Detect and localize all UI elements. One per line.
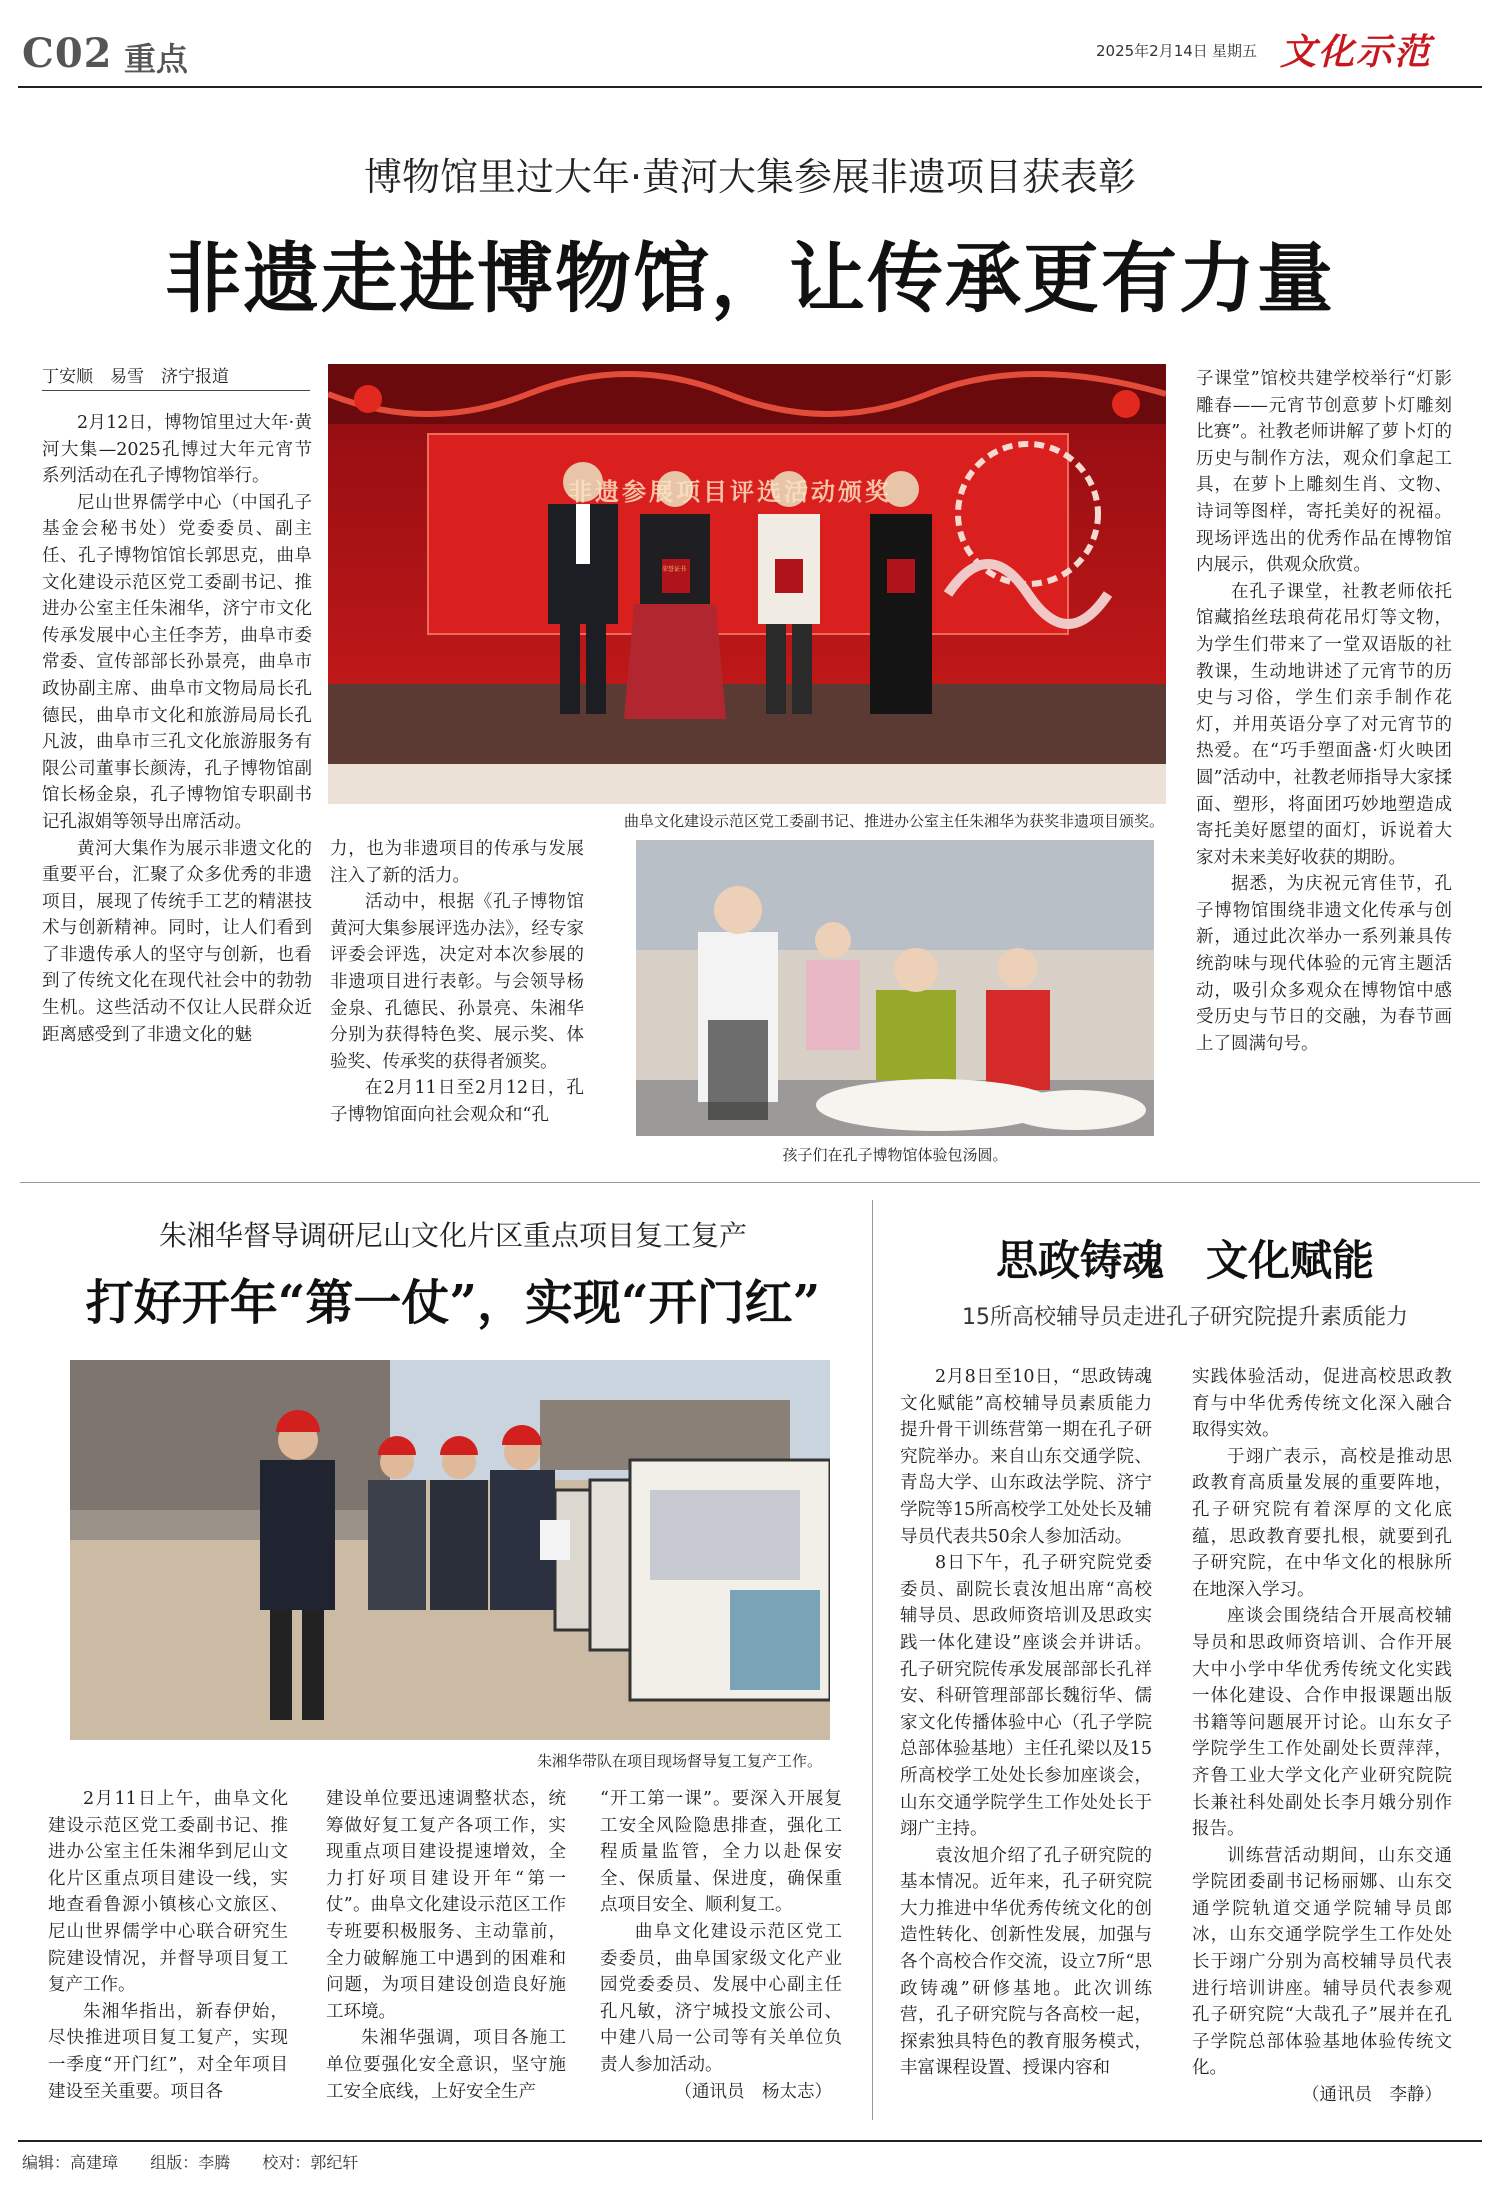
paragraph: 袁汝旭介绍了孔子研究院的基本情况。近年来，孔子研究院大力推进中华优秀传统文化的创造性转化、创新性发展，加强与各个高校合作交流，设立7所“思政铸魂”研修基地。此次训练营，孔子研究院与各高校一起，探索独具特色的教育服务模式，丰富课程设置、授课内容和 [900, 1845, 1152, 2079]
article3-byline: （通讯员 李静） [1302, 2085, 1442, 2106]
paragraph: 黄河大集作为展示非遗文化的重要平台，汇聚了众多优秀的非遗项目，展现了传统手工艺的精湛技术与创新精神。同时，让人们看到了非遗传承人的坚守与创新，也看到了传统文化在现代社会中的勃勃生机。这些活动不仅让人民群众近距离感受到了非遗文化的魅 [42, 838, 312, 1045]
paragraph: 朱湘华指出，新春伊始，尽快推进项目复工复产，实现一季度“开门红”，对全年项目建设至关重要。项目各 [48, 2001, 288, 2102]
award-ceremony-illustration [328, 364, 1166, 804]
article2-col1 [48, 1786, 288, 2105]
article2-col2 [326, 1786, 566, 2105]
page-header [0, 0, 1500, 90]
article3-col2 [1192, 1364, 1452, 2109]
page-footer [22, 2150, 358, 2173]
paragraph: 于翊广表示，高校是推动思政教育高质量发展的重要阵地，孔子研究院有着深厚的文化底蕴，思政教育要扎根，就要到孔子研究院，在中华文化的根脉所在地深入学习。 [1192, 1446, 1452, 1600]
article1-col3 [1196, 366, 1452, 1057]
certificate-label: 荣誉证书 [662, 566, 687, 573]
site-inspection-photo [70, 1360, 830, 1740]
paragraph: 训练营活动期间，山东交通学院团委副书记杨丽娜、山东交通学院轨道交通学院辅导员郎冰，山东交通学院学生工作处处长于翊广分别为高校辅导员代表进行培训讲座。辅导员代表参观孔子研究院“大哉孔子”展并在孔子学院总部体验基地体验传统文化。 [1192, 1845, 1452, 2079]
award-ceremony-caption: 曲阜文化建设示范区党工委副书记、推进办公室主任朱湘华为获奖非遗项目颁奖。 [623, 812, 1164, 830]
section-name: 重点 [124, 40, 189, 78]
paragraph: 力，也为非遗项目的传承与发展注入了新的活力。 [330, 839, 584, 886]
footer-proof: 校对：郭纪轩 [262, 2153, 359, 2172]
paragraph: 实践体验活动，促进高校思政教育与中华优秀传统文化深入融合取得实效。 [1192, 1367, 1452, 1441]
paragraph: 8日下午，孔子研究院党委委员、副院长袁汝旭出席“高校辅导员、思政师资培训及思政实践一体化建设”座谈会并讲话。孔子研究院传承发展部部长孔祥安、科研管理部部长魏衍华、儒家文化传播体验中心（孔子学院总部体验基地）主任孔梁以及15所高校学工处处长参加座谈会，山东交通学院学生工作处处长于翊广主持。 [900, 1553, 1152, 1840]
column-divider [872, 1200, 873, 2120]
children-tangyuan-photo [636, 840, 1154, 1136]
article3-col1 [900, 1364, 1170, 2082]
paragraph: 2月8日至10日，“思政铸魂 文化赋能”高校辅导员素质能力提升骨干训练营第一期在孔子研究院举办。来自山东交通学院、青岛大学、山东政法学院、济宁学院等15所高校学工处处长及辅导员代表共50余人参加活动。 [900, 1367, 1170, 1547]
section-divider [20, 1182, 1480, 1183]
article1-col1 [42, 410, 312, 1048]
article3-subhead: 15所高校辅导员走进孔子研究院提升素质能力 [962, 1305, 1408, 1330]
paragraph: 曲阜文化建设示范区党工委委员，曲阜国家级文化产业园党委委员、发展中心副主任孔凡敏，济宁城投文旅公司、中建八局一公司等有关单位负责人参加活动。 [600, 1921, 842, 2075]
article2-col3 [600, 1786, 842, 2105]
footer-rule [18, 2140, 1482, 2142]
footer-layout: 组版：李腾 [150, 2153, 231, 2172]
paragraph: 据悉，为庆祝元宵佳节，孔子博物馆围绕非遗文化传承与创新，通过此次举办一系列兼具传统韵味与现代体验的元宵主题活动，吸引众多观众在博物馆中感受历史与节日的交融，为春节画上了圆满句号。 [1196, 874, 1452, 1054]
children-tangyuan-caption: 孩子们在孔子博物馆体验包汤圆。 [782, 1146, 1008, 1164]
issue-weekday: 星期五 [1212, 42, 1258, 60]
paragraph: 建设单位要迅速调整状态，统筹做好复工复产各项工作，实现重点项目建设提速增效，全力打好项目建设开年“第一仗”。曲阜文化建设示范区工作专班要积极服务、主动靠前，全力破解施工中遇到的困难和问题，为项目建设创造良好施工环境。 [326, 1789, 566, 2022]
article1-kicker: 博物馆里过大年·黄河大集参展非遗项目获表彰 [363, 155, 1137, 199]
paragraph: 尼山世界儒学中心（中国孔子基金会秘书处）党委委员、副主任、孔子博物馆馆长郭思克，曲阜文化建设示范区党工委副书记、推进办公室主任朱湘华，济宁市文化传承发展中心主任李芳，曲阜市委常委、宣传部部长孙景亮，曲阜市政协副主席、曲阜市文物局局长孔德民，曲阜市文化和旅游局局长孔凡波，曲阜市三孔文化旅游服务有限公司董事长颜涛，孔子博物馆副馆长杨金泉，孔子博物馆专职副书记孔淑娟等领导出席活动。 [42, 492, 312, 832]
footer-editor: 编辑：高建璋 [22, 2153, 119, 2172]
article1-authors: 丁安顺 易雪 济宁报道 [42, 367, 229, 387]
article1-col2 [330, 836, 584, 1129]
article1-headline: 非遗走进博物馆，让传承更有力量 [165, 234, 1335, 323]
paragraph: 活动中，根据《孔子博物馆黄河大集参展评选办法》，经专家评委会评选，决定对本次参展的非遗项目进行表彰。与会领导杨金泉、孔德民、孙景亮、朱湘华分别为获得特色奖、展示奖、体验奖、传承奖的获得者颁奖。 [330, 892, 584, 1072]
children-tangyuan-illustration [636, 840, 1154, 1136]
article2-byline: （通讯员 杨太志） [674, 2081, 832, 2102]
article2-kicker: 朱湘华督导调研尼山文化片区重点项目复工复产 [158, 1219, 747, 1252]
paragraph: 2月12日，博物馆里过大年·黄河大集—2025孔博过大年元宵节系列活动在孔子博物馆举行。 [42, 413, 312, 487]
paragraph: 座谈会围绕结合开展高校辅导员和思政师资培训、合作开展大中小学中华优秀传统文化实践一体化建设、合作申报课题出版书籍等问题展开讨论。山东女子学院学生工作处副处长贾萍萍，齐鲁工业大学文化产业研究院院长兼社科处副处长李月娥分别作报告。 [1192, 1606, 1452, 1840]
paragraph: “开工第一课”。要深入开展复工安全风险隐患排查，强化工程质量监管，全力以赴保安全、保质量、保进度，确保重点项目安全、顺利复工。 [600, 1789, 842, 1916]
page-code: C02 [22, 30, 113, 77]
paragraph: 朱湘华强调，项目各施工单位要强化安全意识，坚守施工安全底线，上好安全生产 [326, 2028, 566, 2102]
ceremony-banner: 非遗参展项目评选活动颁奖 [568, 478, 892, 506]
article2-headline: 打好开年“第一仗”，实现“开门红” [85, 1275, 821, 1331]
paragraph: 在孔子课堂，社教老师依托馆藏掐丝珐琅荷花吊灯等文物，为学生们带来了一堂双语版的社教课，生动地讲述了元宵节的历史与习俗，学生们亲手制作花灯，并用英语分享了对元宵节的热爱。在“巧手塑面盏·灯火映团圆”活动中，社教老师指导大家揉面、塑形，将面团巧妙地塑造成寄托美好愿望的面灯，诉说着大家对未来美好收获的期盼。 [1196, 581, 1452, 868]
paragraph: 在2月11日至2月12日，孔子博物馆面向社会观众和“孔 [330, 1078, 584, 1125]
article3-headline: 思政铸魂 文化赋能 [995, 1236, 1374, 1285]
paragraph: 子课堂”馆校共建学校举行“灯影雕春——元宵节创意萝卜灯雕刻比赛”。社教老师讲解了萝卜灯的历史与制作方法，观众们拿起工具，在萝卜上雕刻生肖、文物、诗词等图样，寄托美好的祝福。现场评选出的优秀作品在博物馆内展示，供观众欣赏。 [1196, 369, 1452, 576]
paragraph: 2月11日上午，曲阜文化建设示范区党工委副书记、推进办公室主任朱湘华到尼山文化片区重点项目建设一线，实地查看鲁源小镇核心文旅区、尼山世界儒学中心联合研究生院建设情况，并督导项目复工复产工作。 [48, 1789, 288, 1996]
site-inspection-illustration [70, 1360, 830, 1740]
site-inspection-caption: 朱湘华带队在项目现场督导复工复产工作。 [536, 1752, 822, 1770]
award-ceremony-photo [328, 364, 1166, 804]
header-rule [18, 86, 1482, 88]
issue-date: 2025年2月14日 [1096, 42, 1208, 60]
author-underline [42, 390, 310, 391]
brand-logo: 文化示范 [1280, 32, 1433, 73]
